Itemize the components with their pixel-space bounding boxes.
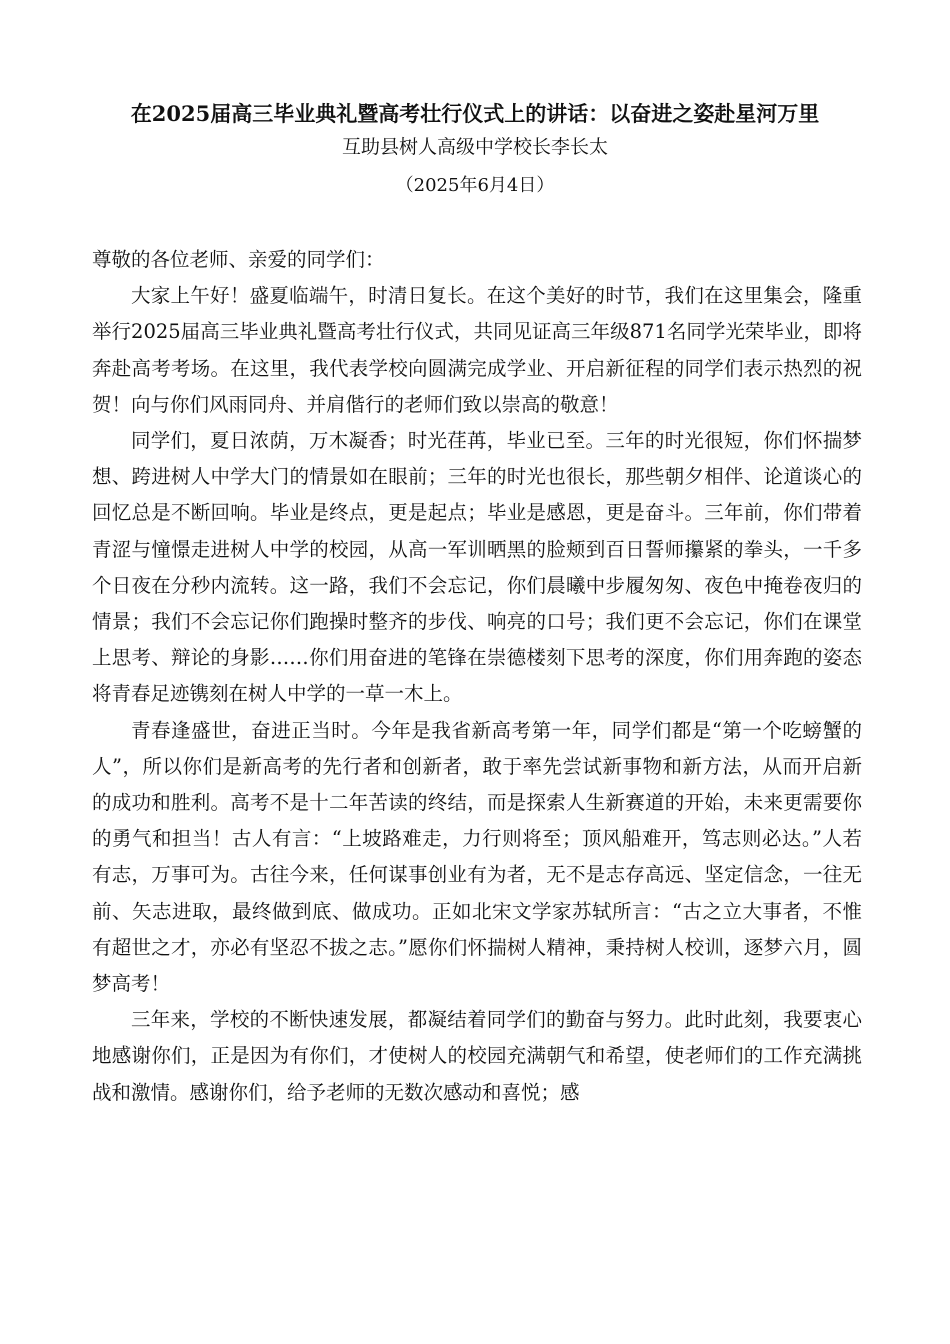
paragraph-3: 青春逢盛世，奋进正当时。今年是我省新高考第一年，同学们都是“第一个吃螃蟹的人”，所以你们是新高考的先行者和创新者，敢于率先尝试新事物和新方法，从而开启新的成功和胜利。高考不是十二年苦读的终结，而是探索人生新赛道的开始，未来更需要你的勇气和担当！古人有言：“上坡路难走，力行则将至；顶风船难开，笃志则必达。”人若有志，万事可为。古往今来，任何谋事创业有为者，无不是志存高远、坚定信念，一往无前、矢志进取，最终做到底、做成功。正如北宋文学家苏轼所言：“古之立大事者，不惟有超世之才，亦必有坚忍不拔之志。”愿你们怀揣树人精神，秉持树人校训，逐梦六月，圆梦高考！ (92, 718, 862, 996)
paragraph-4: 三年来，学校的不断快速发展，都凝结着同学们的勤奋与努力。此时此刻，我要衷心地感谢你们，正是因为有你们，才使树人的校园充满朝气和希望，使老师们的工作充满挑战和激情。感谢你们，给予老师的无数次感动和喜悦；感 (92, 1008, 862, 1104)
document-author: 互助县树人高级中学校长李长太 (341, 136, 608, 158)
paragraph-1: 大家上午好！盛夏临端午，时清日复长。在这个美好的时节，我们在这里集会，隆重举行2025届高三毕业典礼暨高考壮行仪式，共同见证高三年级871名同学光荣毕业，即将奔赴高考考场。在这里，我代表学校向圆满完成学业、开启新征程的同学们表示热烈的祝贺！向与你们风雨同舟、并肩偕行的老师们致以崇高的敬意！ (92, 284, 862, 416)
salutation: 尊敬的各位老师、亲爱的同学们： (92, 248, 385, 271)
document-body (92, 242, 862, 1111)
paragraph-2: 同学们，夏日浓荫，万木凝香；时光荏苒，毕业已至。三年的时光很短，你们怀揣梦想、跨进树人中学大门的情景如在眼前；三年的时光也很长，那些朝夕相伴、论道谈心的回忆总是不断回响。毕业是终点，更是起点；毕业是感恩，更是奋斗。三年前，你们带着青涩与憧憬走进树人中学的校园，从高一军训晒黑的脸颊到百日誓师攥紧的拳头，一千多个日夜在分秒内流转。这一路，我们不会忘记，你们晨曦中步履匆匆、夜色中掩卷夜归的情景；我们不会忘记你们跑操时整齐的步伐、响亮的口号；我们更不会忘记，你们在课堂上思考、辩论的身影……你们用奋进的笔锋在崇德楼刻下思考的深度，你们用奔跑的姿态将青春足迹镌刻在树人中学的一草一木上。 (92, 429, 862, 706)
document-title: 在2025届高三毕业典礼暨高考壮行仪式上的讲话：以奋进之姿赴星河万里 (130, 101, 820, 126)
document-date: （2025年6月4日） (395, 175, 555, 196)
